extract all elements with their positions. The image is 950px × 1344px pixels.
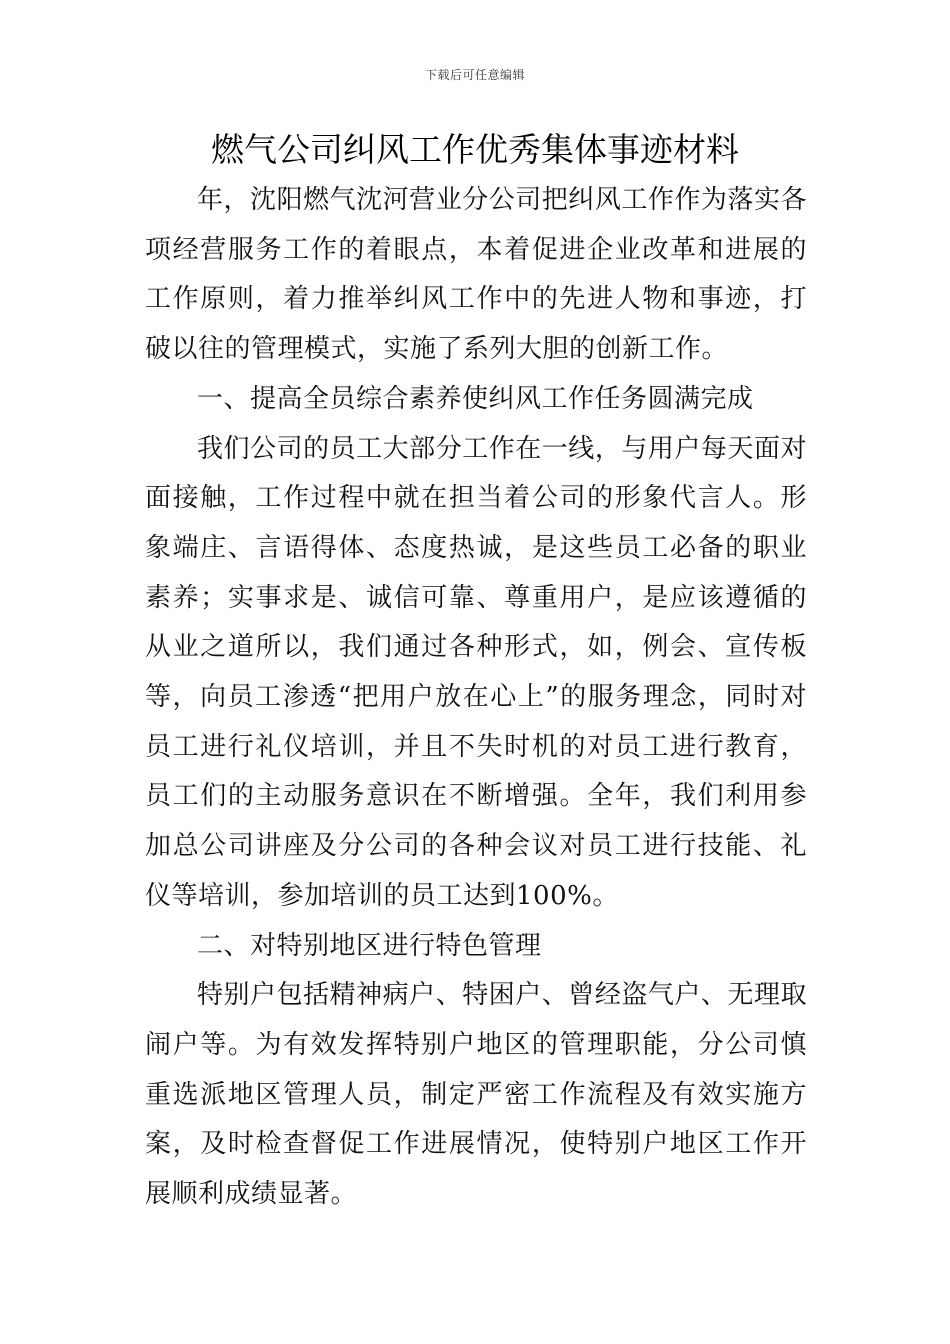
section-1-paragraph: 我们公司的员工大部分工作在一线，与用户每天面对面接触，工作过程中就在担当着公司的形象代言人。形象端庄、言语得体、态度热诚，是这些员工必备的职业素养；实事求是、诚信可靠、尊重用户，是应该遵循的从业之道所以，我们通过各种形式，如，例会、宣传板等，向员工渗透“把用户放在心上”的服务理念，同时对员工进行礼仪培训，并且不失时机的对员工进行教育，员工们的主动服务意识在不断增强。全年，我们利用参加总公司讲座及分公司的各种会议对员工进行技能、礼仪等培训，参加培训的员工达到100%。 — [145, 433, 807, 911]
section-heading-1: 一、提高全员综合素养使纠风工作任务圆满完成 — [197, 383, 754, 414]
document-title: 燃气公司纠风工作优秀集体事迹材料 — [211, 130, 739, 169]
section-heading-2: 二、对特别地区进行特色管理 — [197, 930, 542, 961]
intro-paragraph: 年，沈阳燃气沈河营业分公司把纠风工作作为落实各项经营服务工作的着眼点，本着促进企业改革和进展的工作原则，着力推举纠风工作中的先进人物和事迹，打破以往的管理模式，实施了系列大胆的创新工作。 — [145, 185, 807, 365]
section-2-paragraph: 特别户包括精神病户、特困户、曾经盗气户、无理取闹户等。为有效发挥特别户地区的管理职能，分公司慎重选派地区管理人员，制定严密工作流程及有效实施方案，及时检查督促工作进展情况，使特别户地区工作开展顺利成绩显著。 — [145, 980, 807, 1210]
page-header-note: 下载后可任意编辑 — [424, 68, 525, 82]
document-body — [145, 176, 807, 1220]
